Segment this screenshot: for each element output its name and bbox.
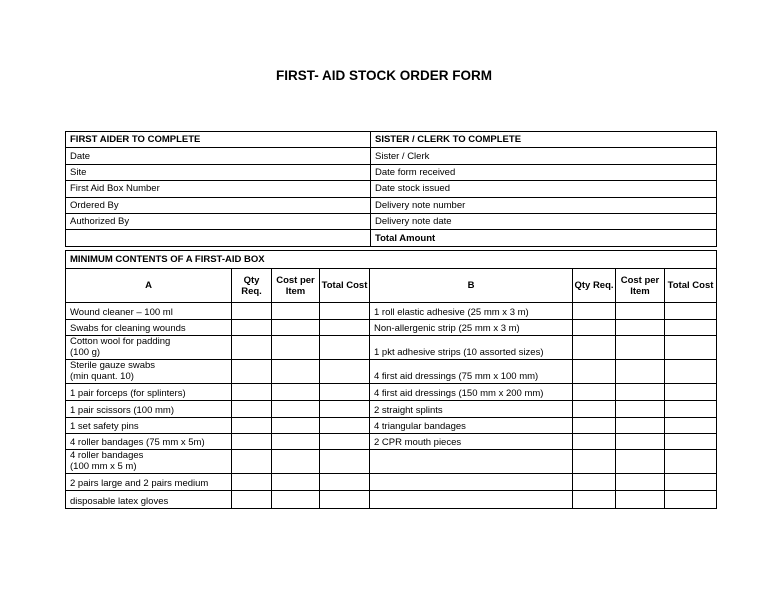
table-row	[66, 401, 717, 418]
item-b-cell	[370, 450, 573, 474]
qty-b-cell[interactable]	[573, 303, 616, 320]
item-a-cell: Swabs for cleaning wounds	[66, 320, 232, 336]
cost-a-cell[interactable]	[272, 384, 320, 401]
qty-a-cell[interactable]	[232, 336, 272, 360]
cost-b-cell[interactable]	[616, 434, 665, 450]
total-b-cell[interactable]	[665, 336, 717, 360]
total-b-cell[interactable]	[665, 434, 717, 450]
total-a-cell[interactable]	[320, 336, 370, 360]
cost-b-cell[interactable]	[616, 320, 665, 336]
item-a-cell: Cotton wool for padding (100 g)	[66, 336, 232, 360]
field-ordered-by[interactable]: Ordered By	[66, 197, 371, 213]
cost-b-cell[interactable]	[616, 491, 665, 509]
qty-a-cell[interactable]	[232, 401, 272, 418]
item-b-cell: 4 first aid dressings (75 mm x 100 mm)	[370, 360, 573, 384]
contents-table	[65, 250, 717, 509]
field-delivery-note-date[interactable]: Delivery note date	[371, 213, 717, 229]
qty-a-cell[interactable]	[232, 491, 272, 509]
total-a-cell[interactable]	[320, 418, 370, 434]
total-a-cell[interactable]	[320, 360, 370, 384]
field-date-stock-issued[interactable]: Date stock issued	[371, 181, 717, 197]
column-header-cost-b: Cost per Item	[616, 269, 665, 303]
cost-b-cell[interactable]	[616, 474, 665, 491]
total-b-cell[interactable]	[665, 360, 717, 384]
table-row	[66, 434, 717, 450]
qty-b-cell[interactable]	[573, 418, 616, 434]
table-row	[66, 418, 717, 434]
total-b-cell[interactable]	[665, 491, 717, 509]
table-row	[66, 474, 717, 491]
item-a-cell: disposable latex gloves	[66, 491, 232, 509]
field-site[interactable]: Site	[66, 164, 371, 180]
blank-cell	[66, 230, 371, 246]
qty-b-cell[interactable]	[573, 320, 616, 336]
sister-clerk-heading: SISTER / CLERK TO COMPLETE	[371, 132, 717, 148]
table-row	[66, 336, 717, 360]
table-row	[66, 450, 717, 474]
field-delivery-note-number[interactable]: Delivery note number	[371, 197, 717, 213]
field-authorized-by[interactable]: Authorized By	[66, 213, 371, 229]
total-b-cell[interactable]	[665, 384, 717, 401]
total-a-cell[interactable]	[320, 320, 370, 336]
total-b-cell[interactable]	[665, 320, 717, 336]
item-a-cell: 2 pairs large and 2 pairs medium	[66, 474, 232, 491]
cost-a-cell[interactable]	[272, 450, 320, 474]
column-header-a: A	[66, 269, 232, 303]
item-a-cell: 1 pair scissors (100 mm)	[66, 401, 232, 418]
total-a-cell[interactable]	[320, 450, 370, 474]
cost-b-cell[interactable]	[616, 401, 665, 418]
field-sister-clerk[interactable]: Sister / Clerk	[371, 148, 717, 164]
table-row	[66, 360, 717, 384]
cost-a-cell[interactable]	[272, 303, 320, 320]
total-b-cell[interactable]	[665, 474, 717, 491]
qty-b-cell[interactable]	[573, 360, 616, 384]
total-b-cell[interactable]	[665, 401, 717, 418]
item-b-cell	[370, 474, 573, 491]
qty-a-cell[interactable]	[232, 360, 272, 384]
qty-b-cell[interactable]	[573, 491, 616, 509]
cost-a-cell[interactable]	[272, 401, 320, 418]
item-a-cell: Sterile gauze swabs (min quant. 10)	[66, 360, 232, 384]
column-header-total-b: Total Cost	[665, 269, 717, 303]
first-aider-heading: FIRST AIDER TO COMPLETE	[66, 132, 371, 148]
cost-a-cell[interactable]	[272, 360, 320, 384]
qty-a-cell[interactable]	[232, 474, 272, 491]
item-b-cell: 1 roll elastic adhesive (25 mm x 3 m)	[370, 303, 573, 320]
cost-a-cell[interactable]	[272, 320, 320, 336]
total-a-cell[interactable]	[320, 303, 370, 320]
table-row	[66, 384, 717, 401]
field-first-aid-box-number[interactable]: First Aid Box Number	[66, 181, 371, 197]
item-b-cell: 4 triangular bandages	[370, 418, 573, 434]
contents-heading: MINIMUM CONTENTS OF A FIRST-AID BOX	[66, 251, 717, 269]
total-a-cell[interactable]	[320, 491, 370, 509]
qty-a-cell[interactable]	[232, 418, 272, 434]
column-header-b: B	[370, 269, 573, 303]
item-a-cell: 4 roller bandages (100 mm x 5 m)	[66, 450, 232, 474]
qty-b-cell[interactable]	[573, 401, 616, 418]
item-b-cell: 2 CPR mouth pieces	[370, 434, 573, 450]
cost-a-cell[interactable]	[272, 418, 320, 434]
item-a-cell: 1 pair forceps (for splinters)	[66, 384, 232, 401]
total-a-cell[interactable]	[320, 474, 370, 491]
form-title: FIRST- AID STOCK ORDER FORM	[276, 68, 492, 83]
total-b-cell[interactable]	[665, 450, 717, 474]
qty-b-cell[interactable]	[573, 384, 616, 401]
column-header-qty-a: Qty Req.	[232, 269, 272, 303]
qty-a-cell[interactable]	[232, 384, 272, 401]
item-b-cell: 2 straight splints	[370, 401, 573, 418]
cost-b-cell[interactable]	[616, 418, 665, 434]
cost-b-cell[interactable]	[616, 336, 665, 360]
cost-a-cell[interactable]	[272, 434, 320, 450]
total-b-cell[interactable]	[665, 303, 717, 320]
cost-a-cell[interactable]	[272, 491, 320, 509]
total-a-cell[interactable]	[320, 434, 370, 450]
total-amount-label[interactable]: Total Amount	[371, 230, 717, 246]
item-b-cell: Non-allergenic strip (25 mm x 3 m)	[370, 320, 573, 336]
qty-b-cell[interactable]	[573, 474, 616, 491]
item-b-cell	[370, 491, 573, 509]
item-a-cell: 4 roller bandages (75 mm x 5m)	[66, 434, 232, 450]
column-header-cost-a: Cost per Item	[272, 269, 320, 303]
item-a-cell: Wound cleaner – 100 ml	[66, 303, 232, 320]
field-date-form-received[interactable]: Date form received	[371, 164, 717, 180]
cost-b-cell[interactable]	[616, 360, 665, 384]
table-row	[66, 320, 717, 336]
cost-a-cell[interactable]	[272, 474, 320, 491]
qty-a-cell[interactable]	[232, 320, 272, 336]
field-date[interactable]: Date	[66, 148, 371, 164]
column-header-total-a: Total Cost	[320, 269, 370, 303]
qty-a-cell[interactable]	[232, 434, 272, 450]
qty-b-cell[interactable]	[573, 336, 616, 360]
cost-b-cell[interactable]	[616, 384, 665, 401]
qty-b-cell[interactable]	[573, 450, 616, 474]
total-a-cell[interactable]	[320, 401, 370, 418]
total-a-cell[interactable]	[320, 384, 370, 401]
qty-a-cell[interactable]	[232, 450, 272, 474]
details-table	[65, 131, 717, 247]
qty-b-cell[interactable]	[573, 434, 616, 450]
qty-a-cell[interactable]	[232, 303, 272, 320]
cost-b-cell[interactable]	[616, 450, 665, 474]
item-b-cell: 4 first aid dressings (150 mm x 200 mm)	[370, 384, 573, 401]
item-b-cell: 1 pkt adhesive strips (10 assorted sizes)	[370, 336, 573, 360]
column-header-qty-b: Qty Req.	[573, 269, 616, 303]
table-row	[66, 491, 717, 509]
cost-b-cell[interactable]	[616, 303, 665, 320]
total-b-cell[interactable]	[665, 418, 717, 434]
item-a-cell: 1 set safety pins	[66, 418, 232, 434]
table-row	[66, 303, 717, 320]
cost-a-cell[interactable]	[272, 336, 320, 360]
